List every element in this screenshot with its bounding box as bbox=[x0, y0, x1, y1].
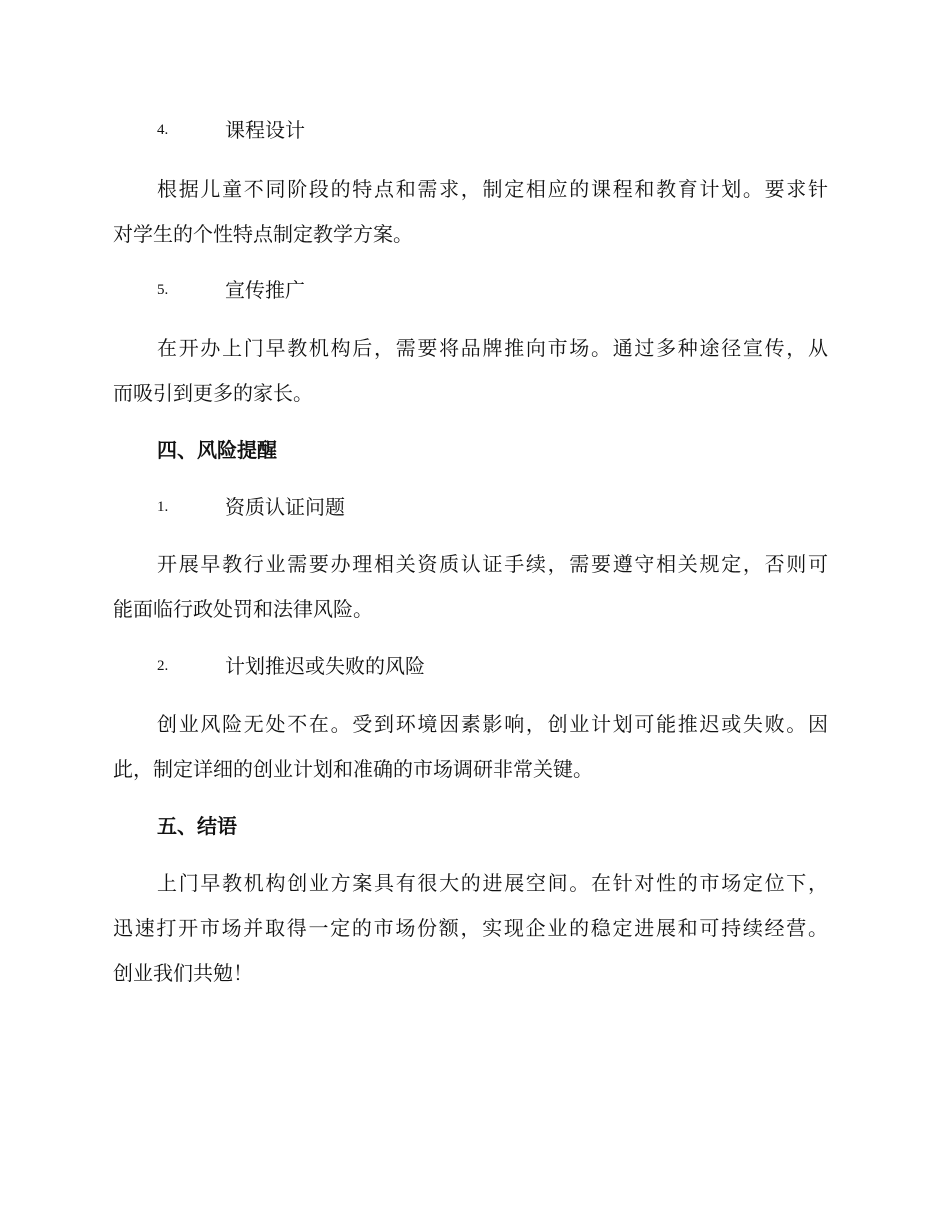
risk-1-title: 资质认证问题 bbox=[225, 495, 345, 519]
risk-2-paragraph-line-2: 此，制定详细的创业计划和准确的市场调研非常关键。 bbox=[113, 757, 593, 781]
risk-2-title: 计划推迟或失败的风险 bbox=[225, 654, 425, 678]
section-heading-conclusion: 五、结语 bbox=[157, 814, 237, 838]
item-5-paragraph-line-1: 在开办上门早教机构后，需要将品牌推向市场。通过多种途径宣传，从 bbox=[157, 336, 828, 360]
risk-2-number: 2. bbox=[157, 658, 169, 674]
conclusion-paragraph-line-3: 创业我们共勉！ bbox=[113, 961, 253, 985]
item-4-title: 课程设计 bbox=[225, 118, 305, 142]
item-5-number: 5. bbox=[157, 282, 169, 298]
item-4-paragraph-line-2: 对学生的个性特点制定教学方案。 bbox=[113, 222, 413, 246]
section-heading-risk: 四、风险提醒 bbox=[157, 438, 277, 462]
risk-2-paragraph-line-1: 创业风险无处不在。受到环境因素影响，创业计划可能推迟或失败。因 bbox=[157, 712, 828, 736]
conclusion-paragraph-line-2: 迅速打开市场并取得一定的市场份额，实现企业的稳定进展和可持续经营。 bbox=[113, 916, 828, 940]
item-4-number: 4. bbox=[157, 122, 169, 138]
item-4-paragraph-line-1: 根据儿童不同阶段的特点和需求，制定相应的课程和教育计划。要求针 bbox=[157, 177, 828, 201]
risk-1-number: 1. bbox=[157, 499, 169, 515]
item-5-title: 宣传推广 bbox=[225, 278, 305, 302]
risk-1-paragraph-line-2: 能面临行政处罚和法律风险。 bbox=[113, 597, 373, 621]
conclusion-paragraph-line-1: 上门早教机构创业方案具有很大的进展空间。在针对性的市场定位下， bbox=[157, 871, 828, 895]
item-5-paragraph-line-2: 而吸引到更多的家长。 bbox=[113, 381, 313, 405]
risk-1-paragraph-line-1: 开展早教行业需要办理相关资质认证手续，需要遵守相关规定，否则可 bbox=[157, 552, 828, 576]
